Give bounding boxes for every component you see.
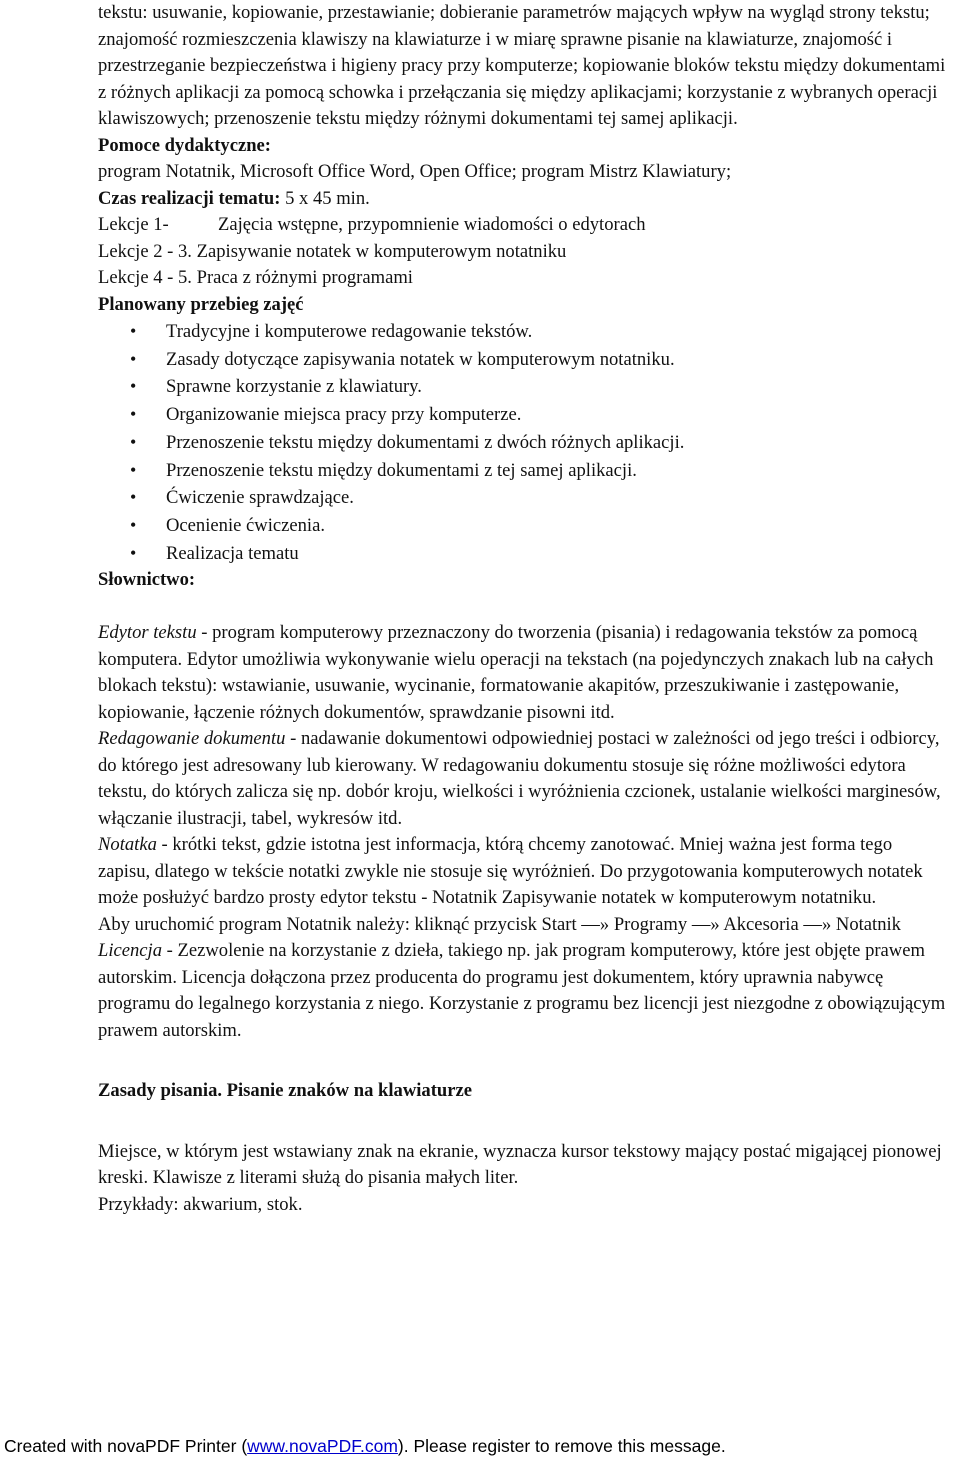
plan-item: • Organizowanie miejsca pracy przy komputerze. — [98, 401, 948, 429]
duration-label: Czas realizacji tematu: — [98, 187, 281, 209]
lesson-text: Zapisywanie notatek w komputerowym notatniku — [196, 240, 567, 262]
writing-heading: Zasady pisania. Pisanie znaków na klawiaturze — [98, 1080, 472, 1102]
term-editor: Edytor tekstu — [98, 622, 197, 644]
plan-item: • Przenoszenie tekstu między dokumentami z dwóch różnych aplikacji. — [98, 429, 948, 457]
duration-line — [98, 186, 948, 213]
glossary-editor — [98, 620, 948, 726]
term-license: Licencja — [98, 940, 163, 962]
writing-examples: Przykłady: akwarium, stok. — [98, 1193, 303, 1215]
definition-editing: - nadawanie dokumentowi odpowiedniej postaci w zależności od jego treści i odbiorcy, do którego jest adresowany lub kierowany. W redagowaniu dokumentu stosuje się różne możliwości edytora tekstu, do których zalicza się np. dobór kroju, wielkości i wyróżnienia czcionek, ustalanie wielkości marginesów, włączanie ilustracji, tabel, wykresów itd. — [98, 728, 941, 829]
document-page — [98, 0, 948, 1218]
lesson-text: Praca z różnymi programami — [196, 267, 413, 288]
definition-license: - Zezwolenie na korzystanie z dzieła, takiego np. jak program komputerowy, które jest objęte prawem autorskim. Licencja dołączona przez producenta do programu jest dokumentem, który uprawnia nabywcę programu do legalnego korzystania z niego. Korzystanie z programu bez licencji jest niezgodne z obowiązującym prawem autorskim. — [98, 940, 946, 1041]
footer-prefix: Created with novaPDF Printer ( — [4, 1436, 248, 1456]
lesson-label: Lekcje 2 - 3. — [98, 240, 192, 262]
definition-note: - krótki tekst, gdzie istotna jest informacja, którą chcemy zanotować. Mniej ważna jest forma tego zapisu, dlatego w tekście notatki zwykle nie stosuje się wyróżnień. Do przygotowania komputerowych notatek może posłużyć bardzo prosty edytor tekstu - Notatnik Zapisywanie notatek w komputerowym notatniku. — [98, 834, 923, 909]
footer-suffix: ). Please register to remove this message. — [397, 1436, 726, 1456]
duration-value: 5 x 45 min. — [280, 187, 370, 209]
footer-link[interactable]: www.novaPDF.com — [247, 1436, 398, 1456]
plan-item: • Tradycyjne i komputerowe redagowanie tekstów. — [98, 318, 948, 346]
glossary-heading: Słownictwo: — [98, 569, 196, 591]
plan-list — [98, 318, 948, 567]
glossary-editing — [98, 726, 948, 832]
plan-item: • Ocenienie ćwiczenia. — [98, 512, 948, 540]
plan-item: • Przenoszenie tekstu między dokumentami z tej samej aplikacji. — [98, 457, 948, 485]
plan-item: • Realizacja tematu — [98, 540, 948, 568]
plan-item: • Ćwiczenie sprawdzające. — [98, 484, 948, 512]
lesson-text: Zajęcia wstępne, przypomnienie wiadomości o edytorach — [218, 214, 646, 235]
aids-heading: Pomoce dydaktyczne: — [98, 134, 271, 156]
lesson-label: Lekcje 4 - 5. — [98, 267, 192, 288]
writing-paragraph: Miejsce, w którym jest wstawiany znak na ekranie, wyznacza kursor tekstowy mający postać migającej pionowej kreski. Klawisze z literami służą do pisania małych liter. — [98, 1140, 942, 1189]
definition-editor: - program komputerowy przeznaczony do tworzenia (pisania) i redagowania tekstów za pomocą komputera. Edytor umożliwia wykonywanie wielu operacji na tekstach (na pojedynczych znakach lub na całych blokach tekstu): wstawianie, usuwanie, wycinanie, formatowanie akapitów, przeszukiwanie i zastępowanie, kopiowanie, łączenie różnych dokumentów, sprawdzanie pisowni itd. — [98, 622, 934, 723]
pdf-watermark-footer — [4, 1436, 726, 1457]
lesson-row — [98, 265, 948, 292]
intro-paragraph: tekstu: usuwanie, kopiowanie, przestawianie; dobieranie parametrów mających wpływ na wygląd strony tekstu; znajomość rozmieszczenia klawiszy na klawiaturze i w miarę sprawne pisanie na klawiaturze, znajomość i przestrzeganie bezpieczeństwa i higieny pracy przy komputerze; kopiowanie bloków tekstu między dokumentami z różnych aplikacji za pomocą schowka i przełączania się między aplikacjami; korzystanie z wybranych operacji klawiszowych; przenoszenie tekstu między różnymi dokumentami tej samej aplikacji. — [98, 2, 946, 129]
aids-text: program Notatnik, Microsoft Office Word, Open Office; program Mistrz Klawiatury; — [98, 161, 732, 182]
plan-item: • Zasady dotyczące zapisywania notatek w komputerowym notatniku. — [98, 346, 948, 374]
plan-item: • Sprawne korzystanie z klawiatury. — [98, 373, 948, 401]
plan-heading: Planowany przebieg zajęć — [98, 293, 304, 315]
term-note: Notatka — [98, 834, 157, 856]
lesson-label: Lekcje 1- — [98, 214, 169, 235]
glossary-license — [98, 938, 948, 1044]
lesson-row — [98, 239, 948, 266]
lesson-row — [98, 212, 948, 239]
launch-instructions: Aby uruchomić program Notatnik należy: kliknąć przycisk Start —» Programy —» Akcesoria —» Notatnik — [98, 913, 901, 935]
glossary-note — [98, 832, 948, 912]
term-editing: Redagowanie dokumentu — [98, 728, 286, 750]
